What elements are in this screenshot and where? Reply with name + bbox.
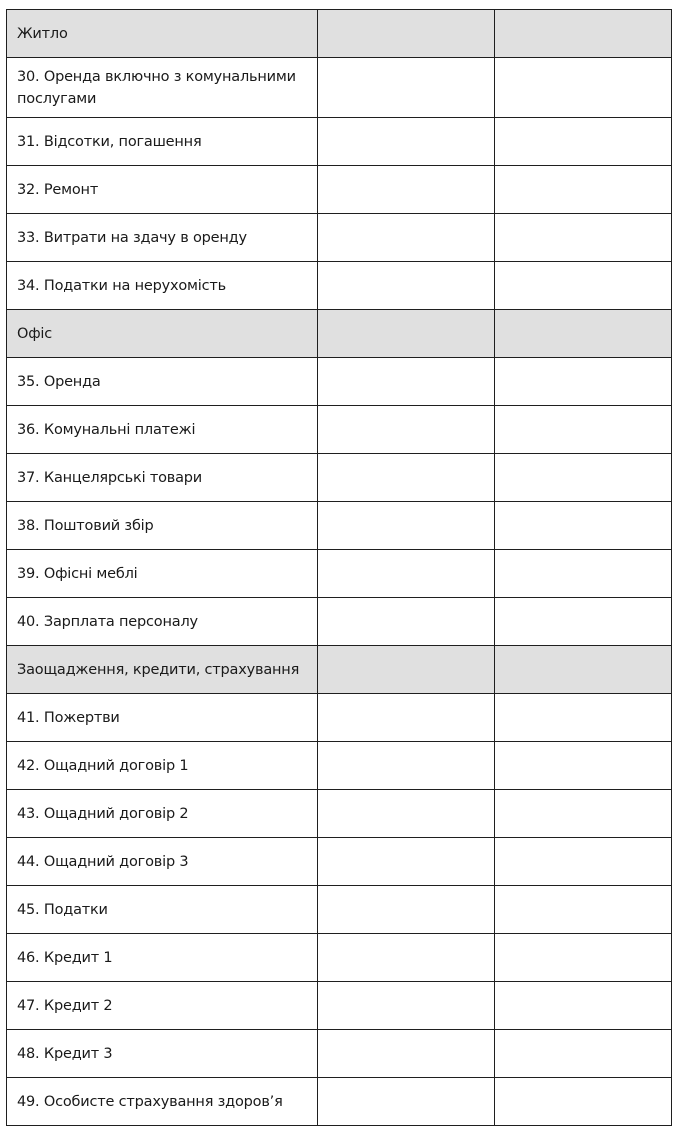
table-row (7, 694, 672, 742)
row-label: 38. Поштовий збір (7, 502, 318, 550)
value-cell-1[interactable] (318, 166, 495, 214)
row-label: 43. Ощадний договір 2 (7, 790, 318, 838)
section-header-blank-cell (318, 310, 495, 358)
table-row (7, 454, 672, 502)
value-cell-1[interactable] (318, 406, 495, 454)
value-cell-2[interactable] (495, 694, 672, 742)
section-title: Житло (7, 10, 318, 58)
table-row (7, 934, 672, 982)
value-cell-2[interactable] (495, 454, 672, 502)
row-label: 35. Оренда (7, 358, 318, 406)
value-cell-2[interactable] (495, 262, 672, 310)
value-cell-1[interactable] (318, 838, 495, 886)
section-title: Заощадження, кредити, страхування (7, 646, 318, 694)
row-label: 49. Особисте страхування здоров’я (7, 1078, 318, 1126)
value-cell-1[interactable] (318, 58, 495, 118)
table-row (7, 1030, 672, 1078)
value-cell-2[interactable] (495, 742, 672, 790)
table-row (7, 502, 672, 550)
table-row (7, 166, 672, 214)
row-label: 44. Ощадний договір 3 (7, 838, 318, 886)
value-cell-2[interactable] (495, 214, 672, 262)
value-cell-2[interactable] (495, 1030, 672, 1078)
value-cell-2[interactable] (495, 934, 672, 982)
value-cell-2[interactable] (495, 58, 672, 118)
section-header-blank-cell (318, 10, 495, 58)
table-row (7, 550, 672, 598)
table-row (7, 214, 672, 262)
section-header-blank-cell (495, 646, 672, 694)
row-label: 46. Кредит 1 (7, 934, 318, 982)
value-cell-2[interactable] (495, 886, 672, 934)
value-cell-1[interactable] (318, 790, 495, 838)
section-title: Офіс (7, 310, 318, 358)
section-header-row (7, 10, 672, 58)
value-cell-2[interactable] (495, 166, 672, 214)
table-row (7, 58, 672, 118)
table-row (7, 886, 672, 934)
row-label: 45. Податки (7, 886, 318, 934)
value-cell-1[interactable] (318, 982, 495, 1030)
section-header-blank-cell (495, 310, 672, 358)
value-cell-2[interactable] (495, 838, 672, 886)
row-label: 31. Відсотки, погашення (7, 118, 318, 166)
row-label: 42. Ощадний договір 1 (7, 742, 318, 790)
section-header-blank-cell (495, 10, 672, 58)
value-cell-2[interactable] (495, 406, 672, 454)
value-cell-2[interactable] (495, 118, 672, 166)
row-label: 34. Податки на нерухомість (7, 262, 318, 310)
table-row (7, 1078, 672, 1126)
row-label: 40. Зарплата персоналу (7, 598, 318, 646)
value-cell-1[interactable] (318, 454, 495, 502)
value-cell-1[interactable] (318, 742, 495, 790)
value-cell-1[interactable] (318, 358, 495, 406)
table-row (7, 598, 672, 646)
value-cell-1[interactable] (318, 502, 495, 550)
value-cell-2[interactable] (495, 790, 672, 838)
value-cell-1[interactable] (318, 886, 495, 934)
expense-table (6, 9, 672, 1126)
value-cell-2[interactable] (495, 358, 672, 406)
row-label: 39. Офісні меблі (7, 550, 318, 598)
value-cell-1[interactable] (318, 1030, 495, 1078)
value-cell-1[interactable] (318, 214, 495, 262)
table-row (7, 406, 672, 454)
table-row (7, 118, 672, 166)
expense-table-body (7, 10, 672, 1126)
table-row (7, 742, 672, 790)
section-header-row (7, 646, 672, 694)
section-header-row (7, 310, 672, 358)
value-cell-1[interactable] (318, 118, 495, 166)
row-label: 33. Витрати на здачу в оренду (7, 214, 318, 262)
value-cell-1[interactable] (318, 934, 495, 982)
value-cell-2[interactable] (495, 550, 672, 598)
value-cell-1[interactable] (318, 262, 495, 310)
table-row (7, 790, 672, 838)
table-row (7, 358, 672, 406)
value-cell-2[interactable] (495, 1078, 672, 1126)
value-cell-2[interactable] (495, 502, 672, 550)
row-label: 32. Ремонт (7, 166, 318, 214)
row-label: 48. Кредит 3 (7, 1030, 318, 1078)
table-row (7, 838, 672, 886)
row-label: 41. Пожертви (7, 694, 318, 742)
row-label: 30. Оренда включно з комунальними послугами (7, 58, 318, 118)
value-cell-1[interactable] (318, 694, 495, 742)
table-row (7, 982, 672, 1030)
value-cell-2[interactable] (495, 982, 672, 1030)
value-cell-1[interactable] (318, 598, 495, 646)
row-label: 47. Кредит 2 (7, 982, 318, 1030)
value-cell-2[interactable] (495, 598, 672, 646)
section-header-blank-cell (318, 646, 495, 694)
value-cell-1[interactable] (318, 1078, 495, 1126)
value-cell-1[interactable] (318, 550, 495, 598)
row-label: 37. Канцелярські товари (7, 454, 318, 502)
table-row (7, 262, 672, 310)
row-label: 36. Комунальні платежі (7, 406, 318, 454)
